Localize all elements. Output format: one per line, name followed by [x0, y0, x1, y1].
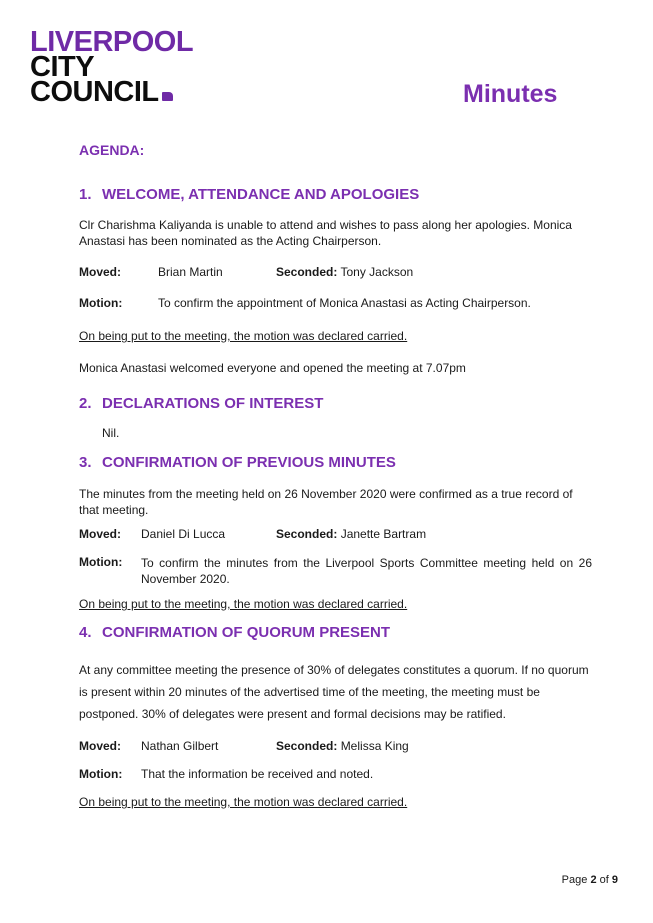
section-1-closing: Monica Anastasi welcomed everyone and opened the meeting at 7.07pm: [79, 361, 466, 375]
page-number: Page 2 of 9: [561, 874, 618, 886]
section-3-carried: On being put to the meeting, the motion was declared carried.: [79, 597, 408, 611]
logo-mark-icon: [162, 92, 173, 101]
section-number: 4.: [79, 624, 92, 641]
agenda-heading: AGENDA:: [79, 142, 145, 158]
section-4-moved-label: Moved:: [79, 739, 121, 753]
section-4-motion-text: That the information be received and noted.: [141, 767, 374, 781]
section-3-heading: [79, 454, 396, 471]
section-1-moved-by: Brian Martin: [158, 265, 223, 279]
seconded-by: Janette Bartram: [340, 527, 427, 541]
seconded-label: Seconded:: [276, 527, 338, 541]
seconded-label: Seconded:: [276, 739, 338, 753]
section-number: 3.: [79, 454, 92, 471]
section-1-heading: [79, 186, 419, 203]
seconded-label: Seconded:: [276, 265, 338, 279]
section-4-motion-label: Motion:: [79, 767, 123, 781]
section-1-carried: On being put to the meeting, the motion was declared carried.: [79, 329, 408, 343]
section-2-heading: [79, 395, 323, 412]
section-3-moved-by: Daniel Di Lucca: [141, 527, 226, 541]
section-1-seconded: [276, 265, 413, 279]
section-3-motion-label: Motion:: [79, 555, 123, 569]
section-4-moved-by: Nathan Gilbert: [141, 739, 219, 753]
document-title: Minutes: [463, 80, 558, 108]
section-1-moved-row: [79, 265, 121, 279]
section-4-carried: On being put to the meeting, the motion was declared carried.: [79, 795, 408, 809]
section-4-paragraph: At any committee meeting the presence of 30% of delegates constitutes a quorum. If no quorum is present within 20 minutes of the advertised time of the meeting, the meeting must be postponed. 30% of delegates were present and formal decisions may be ratified.: [79, 663, 589, 721]
section-title: CONFIRMATION OF QUORUM PRESENT: [102, 624, 391, 641]
section-4-heading: [79, 624, 390, 641]
section-3-motion-text: To confirm the minutes from the Liverpool Sports Committee meeting held on 26 November 2020.: [141, 556, 592, 586]
logo-line-2: CITY: [30, 51, 95, 83]
section-3-moved-label: Moved:: [79, 527, 121, 541]
logo-line-3: COUNCIL: [30, 80, 230, 105]
section-1-paragraph: Clr Charishma Kaliyanda is unable to attend and wishes to pass along her apologies. Monica Anastasi has been nominated as the Acting Chairperson.: [79, 218, 572, 248]
section-title: DECLARATIONS OF INTEREST: [102, 395, 324, 412]
seconded-by: Tony Jackson: [340, 265, 414, 279]
section-number: 1.: [79, 186, 92, 203]
moved-label: Moved:: [79, 265, 121, 279]
section-3-paragraph: The minutes from the meeting held on 26 November 2020 were confirmed as a true record of that meeting.: [79, 487, 573, 517]
section-1-motion-label: Motion:: [79, 296, 123, 310]
section-title: WELCOME, ATTENDANCE AND APOLOGIES: [102, 186, 420, 203]
section-title: CONFIRMATION OF PREVIOUS MINUTES: [102, 454, 396, 471]
section-3-seconded: [276, 527, 426, 541]
section-1-motion-text: To confirm the appointment of Monica Anastasi as Acting Chairperson.: [158, 296, 531, 310]
council-logo: [30, 26, 230, 108]
logo-line-1: LIVERPOOL: [30, 26, 194, 58]
section-number: 2.: [79, 395, 92, 412]
section-2-paragraph: Nil.: [102, 426, 120, 440]
section-4-seconded: [276, 739, 409, 753]
seconded-by: Melissa King: [340, 739, 409, 753]
